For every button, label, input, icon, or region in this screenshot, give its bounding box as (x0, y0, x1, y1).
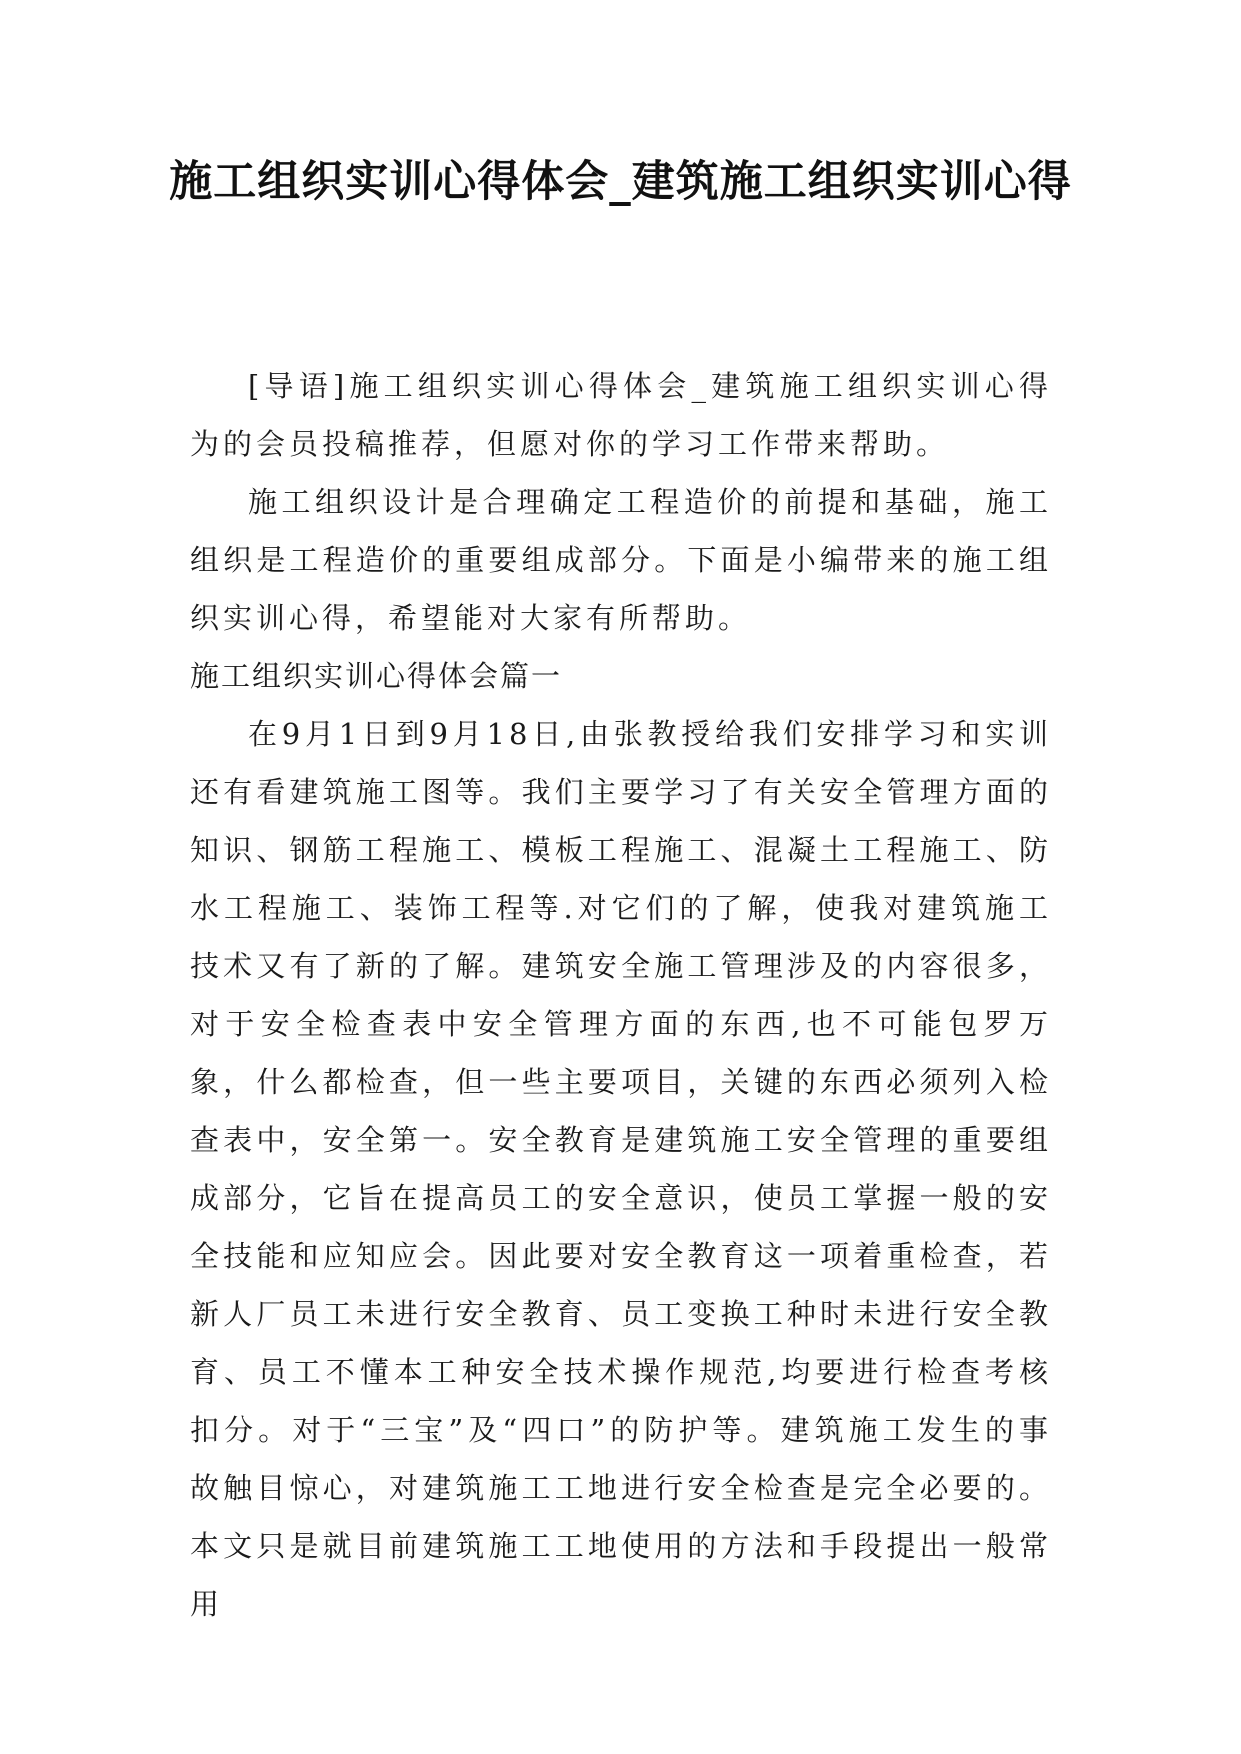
summary-paragraph: 施工组织设计是合理确定工程造价的前提和基础，施工组织是工程造价的重要组成部分。下面是小编带来的施工组织实训心得，希望能对大家有所帮助。 (190, 485, 1052, 635)
intro-paragraph: [导语]施工组织实训心得体会_建筑施工组织实训心得为的会员投稿推荐，但愿对你的学习工作带来帮助。 (190, 369, 1052, 461)
section-paragraph: 在9月1日到9月18日,由张教授给我们安排学习和实训还有看建筑施工图等。我们主要学习了有关安全管理方面的知识、钢筋工程施工、模板工程施工、混凝土工程施工、防水工程施工、装饰工程等.对它们的了解，使我对建筑施工技术又有了新的了解。建筑安全施工管理涉及的内容很多，对于安全检查表中安全管理方面的东西,也不可能包罗万象，什么都检查，但一些主要项目，关键的东西必须列入检查表中，安全第一。安全教育是建筑施工安全管理的重要组成部分，它旨在提高员工的安全意识，使员工掌握一般的安全技能和应知应会。因此要对安全教育这一项着重检查，若新人厂员工未进行安全教育、员工变换工种时未进行安全教育、员工不懂本工种安全技术操作规范,均要进行检查考核扣分。对于“三宝”及“四口”的防护等。建筑施工发生的事故触目惊心，对建筑施工工地进行安全检查是完全必要的。本文只是就目前建筑施工工地使用的方法和手段提出一般常用 (190, 717, 1052, 1621)
document-title: 施工组织实训心得体会_建筑施工组织实训心得 (169, 157, 1072, 207)
document-body (190, 357, 1052, 1633)
section-heading: 施工组织实训心得体会篇一 (190, 659, 563, 693)
